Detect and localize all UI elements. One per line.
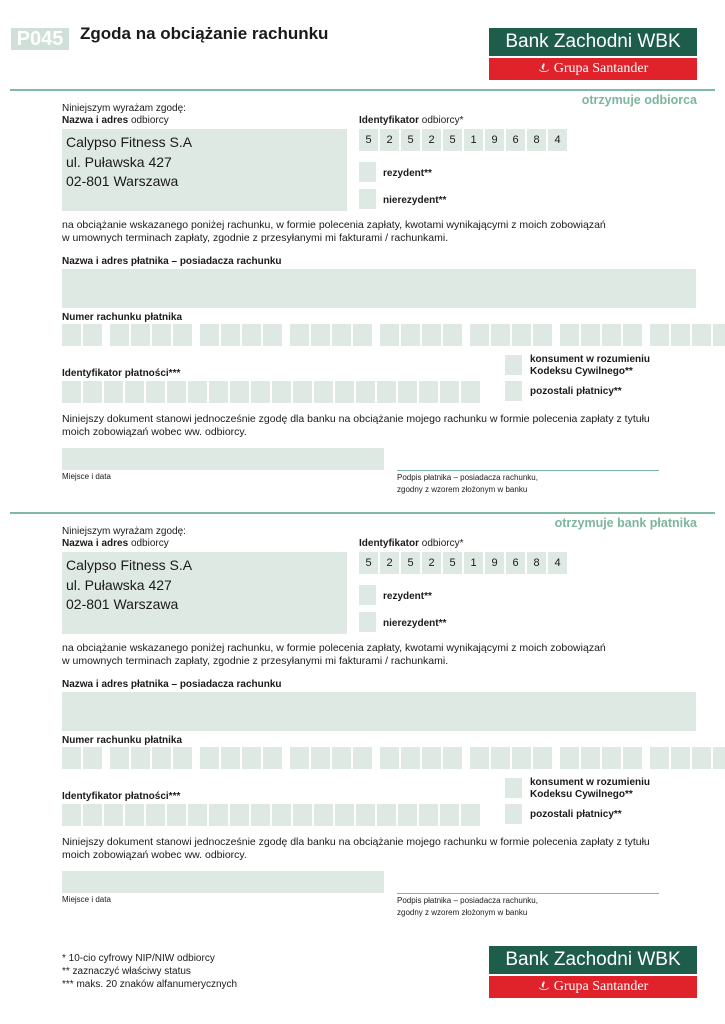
identifier-digit: 5 xyxy=(359,129,378,151)
resident-label: rezydent** xyxy=(383,168,432,179)
signature-label-line: Podpis płatnika – posiadacza rachunku, xyxy=(397,896,538,905)
footnote: * 10-cio cyfrowy NIP/NIW odbiorcy xyxy=(62,953,215,964)
identifier-label xyxy=(359,115,464,127)
group-name-row xyxy=(489,58,697,80)
identifier-digit: 5 xyxy=(359,552,378,574)
bank-name: Bank Zachodni WBK xyxy=(489,946,697,974)
identifier-label-bold: Identyfikator xyxy=(359,538,420,549)
signature-label xyxy=(397,472,538,496)
statement-text xyxy=(62,836,682,862)
statement-line: moich zobowiązań wobec ww. odbiorcy. xyxy=(62,426,247,438)
identifier-digit: 2 xyxy=(422,129,441,151)
payee-label-rest: odbiorcy xyxy=(130,538,169,549)
other-payers-label: pozostali płatnicy** xyxy=(530,809,622,820)
payee-label xyxy=(62,538,169,550)
account-number-cells[interactable] xyxy=(62,747,725,769)
payee-line: 02-801 Warszawa xyxy=(66,596,179,612)
consumer-label-line: konsument w rozumieniu xyxy=(530,777,651,788)
group-name: Grupa Santander xyxy=(553,979,649,994)
consent-line: w umownych terminach zapłaty, zgodnie z przesyłanymi mi fakturami / rachunkami. xyxy=(62,655,449,667)
signature-label-line: Podpis płatnika – posiadacza rachunku, xyxy=(397,473,538,482)
identifier-digit: 6 xyxy=(506,129,525,151)
identifier-digit: 9 xyxy=(485,129,504,151)
identifier-digit: 5 xyxy=(443,129,462,151)
identifier-digit: 8 xyxy=(527,552,546,574)
payee-line: Calypso Fitness S.A xyxy=(66,557,193,573)
payee-line: Calypso Fitness S.A xyxy=(66,134,193,150)
nonresident-checkbox[interactable] xyxy=(359,189,376,209)
consumer-checkbox[interactable] xyxy=(505,778,522,798)
account-number-cells[interactable] xyxy=(62,324,725,346)
footnotes xyxy=(62,952,237,991)
section-divider xyxy=(10,512,715,514)
place-date-label: Miejsce i data xyxy=(62,472,111,481)
consent-line: na obciążanie wskazanego poniżej rachunku, w formie polecenia zapłaty, kwotami wynikającymi z moich zobowiązań xyxy=(62,219,606,231)
identifier-digit: 2 xyxy=(422,552,441,574)
santander-flame-icon xyxy=(538,981,550,991)
consumer-label-line: konsument w rozumieniu xyxy=(530,354,651,365)
other-payers-checkbox[interactable] xyxy=(505,804,522,824)
payer-name-label: Nazwa i adres płatnika – posiadacza rachunku xyxy=(62,679,282,690)
consent-text xyxy=(62,219,682,245)
signature-label xyxy=(397,895,538,919)
payment-id-cells[interactable] xyxy=(62,804,482,826)
copy-label: otrzymuje odbiorca xyxy=(581,93,697,107)
resident-checkbox[interactable] xyxy=(359,162,376,182)
signature-label-line: zgodny z wzorem złożonym w banku xyxy=(397,908,528,917)
identifier-digit: 2 xyxy=(380,552,399,574)
consent-text xyxy=(62,642,682,668)
account-number-label: Numer rachunku płatnika xyxy=(62,312,183,323)
identifier-label-rest: odbiorcy* xyxy=(421,115,464,126)
payee-line: ul. Puławska 427 xyxy=(66,576,172,593)
bank-logo-footer xyxy=(489,946,697,998)
footnote: ** zaznaczyć właściwy status xyxy=(62,966,191,977)
identifier-digit: 6 xyxy=(506,552,525,574)
signature-line xyxy=(397,470,659,471)
consumer-checkbox[interactable] xyxy=(505,355,522,375)
payee-label xyxy=(62,115,169,127)
identifier-label-rest: odbiorcy* xyxy=(421,538,464,549)
form-code: P045 xyxy=(11,28,69,50)
resident-label: rezydent** xyxy=(383,591,432,602)
footnote: *** maks. 20 znaków alfanumerycznych xyxy=(62,979,238,990)
santander-flame-icon xyxy=(538,63,550,73)
intro-text: Niniejszym wyrażam zgodę: xyxy=(62,526,186,537)
identifier-digit: 4 xyxy=(548,552,567,574)
payee-identifier-digits xyxy=(359,552,567,574)
bank-name: Bank Zachodni WBK xyxy=(489,28,697,56)
identifier-digit: 1 xyxy=(464,129,483,151)
identifier-digit: 8 xyxy=(527,129,546,151)
payee-label-bold: Nazwa i adres xyxy=(62,538,129,549)
signature-label-line: zgodny z wzorem złożonym w banku xyxy=(397,485,528,494)
intro-text: Niniejszym wyrażam zgodę: xyxy=(62,103,186,114)
payee-address-box xyxy=(62,552,347,634)
copy-label: otrzymuje bank płatnika xyxy=(554,516,697,530)
nonresident-checkbox[interactable] xyxy=(359,612,376,632)
account-number-label: Numer rachunku płatnika xyxy=(62,735,183,746)
bank-logo xyxy=(489,28,697,80)
identifier-digit: 5 xyxy=(401,552,420,574)
section-divider xyxy=(10,89,715,91)
place-date-field[interactable] xyxy=(62,871,384,893)
payee-line: 02-801 Warszawa xyxy=(66,173,179,189)
consumer-label xyxy=(530,777,650,801)
identifier-label xyxy=(359,538,464,550)
consent-line: w umownych terminach zapłaty, zgodnie z przesyłanymi mi fakturami / rachunkami. xyxy=(62,232,449,244)
payer-name-field[interactable] xyxy=(62,269,696,308)
identifier-digit: 4 xyxy=(548,129,567,151)
payer-name-field[interactable] xyxy=(62,692,696,731)
other-payers-label: pozostali płatnicy** xyxy=(530,386,622,397)
document-title: Zgoda na obciążanie rachunku xyxy=(80,24,329,43)
statement-line: Niniejszy dokument stanowi jednocześnie zgodę dla banku na obciążanie mojego rachunku w formie polecenia zapłaty z tytułu xyxy=(62,413,650,425)
group-name-row xyxy=(489,976,697,998)
signature-line xyxy=(397,893,659,894)
identifier-digit: 5 xyxy=(443,552,462,574)
place-date-label: Miejsce i data xyxy=(62,895,111,904)
payment-id-cells[interactable] xyxy=(62,381,482,403)
statement-text xyxy=(62,413,682,439)
resident-checkbox[interactable] xyxy=(359,585,376,605)
payment-id-label: Identyfikator płatności*** xyxy=(62,368,181,379)
statement-line: moich zobowiązań wobec ww. odbiorcy. xyxy=(62,849,247,861)
payment-id-label: Identyfikator płatności*** xyxy=(62,791,181,802)
payee-line: ul. Puławska 427 xyxy=(66,153,172,170)
consumer-label-line: Kodeksu Cywilnego** xyxy=(530,789,633,800)
identifier-label-bold: Identyfikator xyxy=(359,115,420,126)
group-name: Grupa Santander xyxy=(553,61,649,76)
consent-line: na obciążanie wskazanego poniżej rachunku, w formie polecenia zapłaty, kwotami wynikającymi z moich zobowiązań xyxy=(62,642,606,654)
identifier-digit: 1 xyxy=(464,552,483,574)
nonresident-label: nierezydent** xyxy=(383,618,447,629)
place-date-field[interactable] xyxy=(62,448,384,470)
identifier-digit: 2 xyxy=(380,129,399,151)
other-payers-checkbox[interactable] xyxy=(505,381,522,401)
consumer-label-line: Kodeksu Cywilnego** xyxy=(530,366,633,377)
identifier-digit: 5 xyxy=(401,129,420,151)
payee-label-bold: Nazwa i adres xyxy=(62,115,129,126)
payee-identifier-digits xyxy=(359,129,567,151)
payee-label-rest: odbiorcy xyxy=(130,115,169,126)
identifier-digit: 9 xyxy=(485,552,504,574)
statement-line: Niniejszy dokument stanowi jednocześnie zgodę dla banku na obciążanie mojego rachunku w formie polecenia zapłaty z tytułu xyxy=(62,836,650,848)
payer-name-label: Nazwa i adres płatnika – posiadacza rachunku xyxy=(62,256,282,267)
payee-address-box xyxy=(62,129,347,211)
nonresident-label: nierezydent** xyxy=(383,195,447,206)
consumer-label xyxy=(530,354,650,378)
